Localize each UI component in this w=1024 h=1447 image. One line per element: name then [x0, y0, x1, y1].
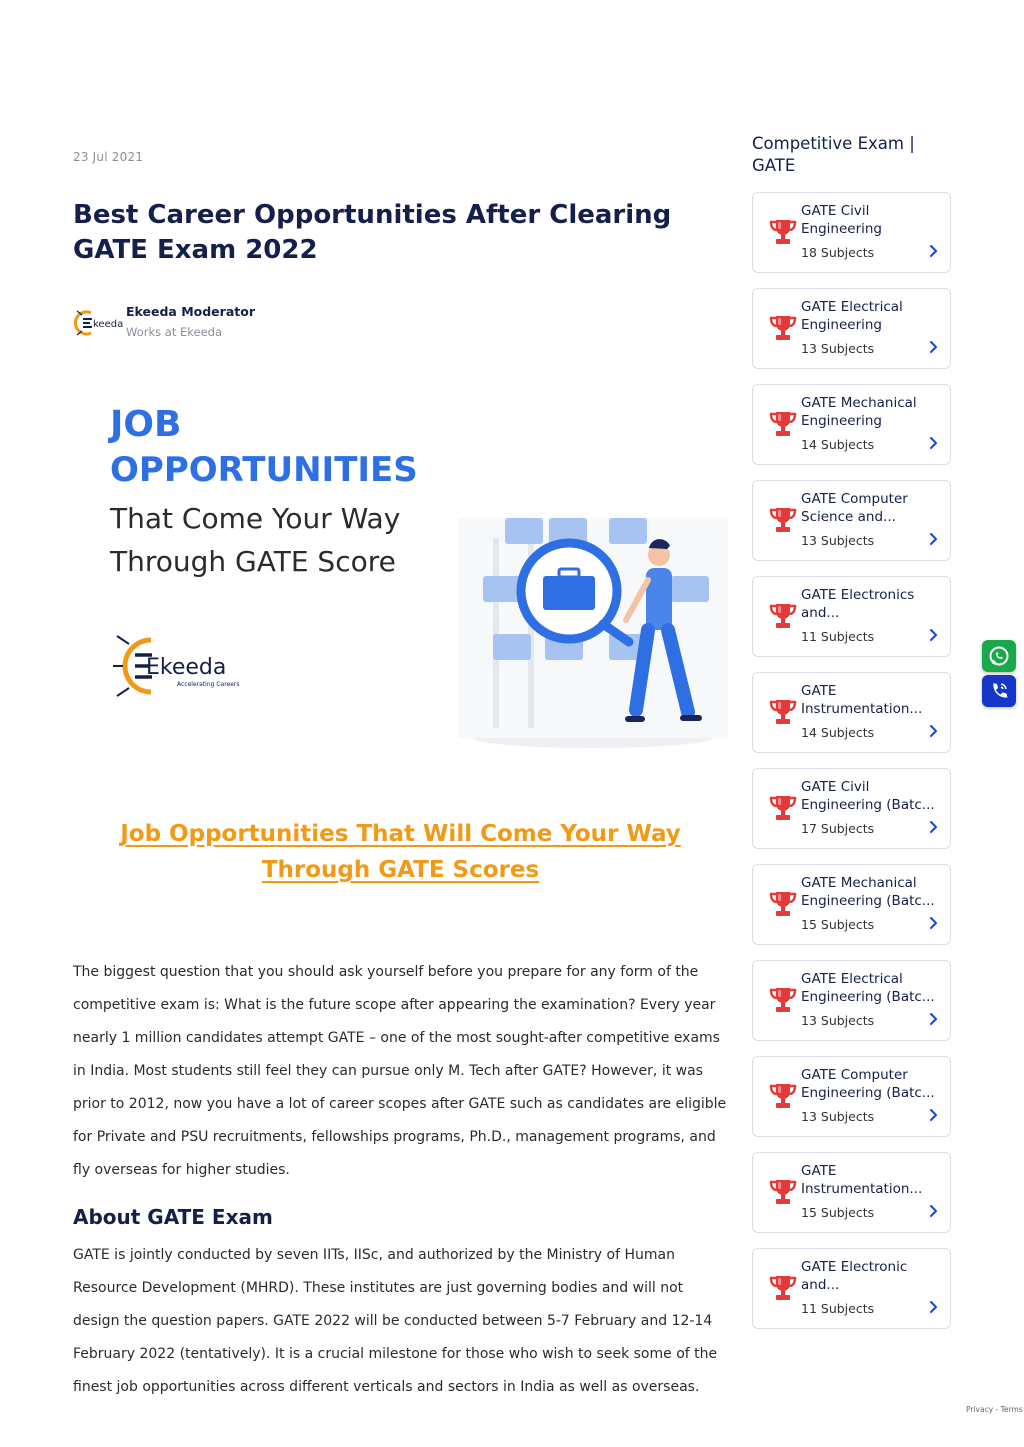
chevron-right-icon[interactable] — [928, 340, 938, 354]
course-card[interactable] — [752, 288, 951, 369]
intro-paragraph: The biggest question that you should ask yourself before you prepare for any form of the competitive exam is: What is the future scope after appearing the examination? Every year nearly 1 million candidates attempt GATE – one of the most sought-after competitive exams in India. Most students still feel they can pursue only M. Tech after GATE? However, it was prior to 2012, now you have a lot of career scopes after GATE such as candidates are eligible for Private and PSU recruitments, fellowships programs, Ph.D., management programs, and fly overseas for higher studies. — [73, 964, 727, 1178]
course-card-name: GATE Mechanical Engineering — [801, 395, 917, 429]
sidebar-title: Competitive Exam | GATE — [752, 134, 915, 175]
trophy-icon — [768, 985, 798, 1015]
trophy-icon — [768, 1177, 798, 1207]
trophy-icon — [768, 217, 798, 247]
course-card-subjects: 11 Subjects — [801, 1301, 875, 1316]
course-card-subjects: 13 Subjects — [801, 533, 875, 548]
ekeeda-logo-icon — [73, 306, 124, 340]
course-card[interactable] — [752, 1056, 951, 1137]
chevron-right-icon[interactable] — [928, 1204, 938, 1218]
trophy-icon — [768, 1273, 798, 1303]
author-role: Works at Ekeeda — [126, 325, 222, 339]
hero-image — [73, 388, 728, 758]
course-card-name: GATE Electrical Engineering (Batc... — [801, 971, 935, 1005]
author-block — [73, 304, 728, 340]
trophy-icon — [768, 505, 798, 535]
whatsapp-button[interactable] — [982, 640, 1016, 672]
course-card[interactable] — [752, 672, 951, 753]
author-name: Ekeeda Moderator — [126, 304, 255, 319]
course-card-name: GATE Computer Science and... — [801, 491, 908, 525]
course-card-subjects: 13 Subjects — [801, 1013, 875, 1028]
whatsapp-icon — [988, 645, 1010, 667]
hero-tagline: Accelerating Careers — [177, 681, 240, 688]
hero-illustration — [458, 518, 728, 748]
course-card-subjects: 14 Subjects — [801, 437, 875, 452]
course-card[interactable] — [752, 864, 951, 945]
trophy-icon — [768, 313, 798, 343]
course-card-name: GATE Instrumentation... — [801, 1163, 923, 1197]
article-title: Best Career Opportunities After Clearing GATE Exam 2022 — [73, 200, 672, 265]
course-card-subjects: 17 Subjects — [801, 821, 875, 836]
article — [73, 150, 728, 1404]
hero-brand: Ekeeda — [146, 655, 227, 680]
course-card-subjects: 15 Subjects — [801, 917, 875, 932]
chevron-right-icon[interactable] — [928, 820, 938, 834]
course-card-name: GATE Instrumentation... — [801, 683, 923, 717]
section-paragraph: GATE is jointly conducted by seven IITs, IISc, and authorized by the Ministry of Human Resource Development (MHRD). These institutes are just governing bodies and will not design the question papers. GATE 2022 will be conducted between 5-7 February and 12-14 February 2022 (tentatively). It is a crucial milestone for those who wish to seek some of the finest job opportunities across different verticals and sectors in India as well as overseas. — [73, 1247, 718, 1395]
course-card-subjects: 13 Subjects — [801, 1109, 875, 1124]
course-card-subjects: 11 Subjects — [801, 629, 875, 644]
course-card[interactable] — [752, 192, 951, 273]
trophy-icon — [768, 601, 798, 631]
course-card-subjects: 18 Subjects — [801, 245, 875, 260]
svg-text:keeda: keeda — [93, 319, 124, 330]
trophy-icon — [768, 793, 798, 823]
course-card-list — [752, 192, 951, 1329]
call-button[interactable] — [982, 675, 1016, 707]
chevron-right-icon[interactable] — [928, 1108, 938, 1122]
course-card-subjects: 14 Subjects — [801, 725, 875, 740]
chevron-right-icon[interactable] — [928, 628, 938, 642]
trophy-icon — [768, 889, 798, 919]
trophy-icon — [768, 409, 798, 439]
section-heading: About GATE Exam — [73, 1205, 273, 1229]
course-card-subjects: 13 Subjects — [801, 341, 875, 356]
course-card-subjects: 15 Subjects — [801, 1205, 875, 1220]
chevron-right-icon[interactable] — [928, 436, 938, 450]
course-card-name: GATE Electronics and... — [801, 587, 915, 621]
course-card[interactable] — [752, 480, 951, 561]
course-card[interactable] — [752, 1152, 951, 1233]
phone-icon — [988, 680, 1010, 702]
trophy-icon — [768, 1081, 798, 1111]
chevron-right-icon[interactable] — [928, 916, 938, 930]
course-card[interactable] — [752, 960, 951, 1041]
course-card-name: GATE Electrical Engineering — [801, 299, 903, 333]
trophy-icon — [768, 697, 798, 727]
article-subheading-link[interactable]: Job Opportunities That Will Come Your Way Through GATE Scores — [120, 821, 681, 883]
chevron-right-icon[interactable] — [928, 1300, 938, 1314]
course-card-name: GATE Electronic and... — [801, 1259, 908, 1293]
chevron-right-icon[interactable] — [928, 1012, 938, 1026]
article-date: 23 Jul 2021 — [73, 150, 144, 164]
course-card-name: GATE Civil Engineering (Batc... — [801, 779, 935, 813]
course-card[interactable] — [752, 768, 951, 849]
hero-line-job: JOB — [110, 404, 182, 445]
course-card-name: GATE Civil Engineering — [801, 203, 882, 237]
chevron-right-icon[interactable] — [928, 532, 938, 546]
hero-line-come: That Come Your Way — [110, 502, 401, 535]
hero-line-opportunities: OPPORTUNITIES — [110, 450, 418, 490]
chevron-right-icon[interactable] — [928, 724, 938, 738]
course-card[interactable] — [752, 384, 951, 465]
course-card-name: GATE Computer Engineering (Batc... — [801, 1067, 935, 1101]
sidebar — [752, 133, 951, 1344]
hero-line-through: Through GATE Score — [110, 545, 396, 578]
course-card[interactable] — [752, 576, 951, 657]
course-card[interactable] — [752, 1248, 951, 1329]
recaptcha-links[interactable]: Privacy - Terms — [966, 1405, 1023, 1414]
chevron-right-icon[interactable] — [928, 244, 938, 258]
course-card-name: GATE Mechanical Engineering (Batc... — [801, 875, 935, 909]
